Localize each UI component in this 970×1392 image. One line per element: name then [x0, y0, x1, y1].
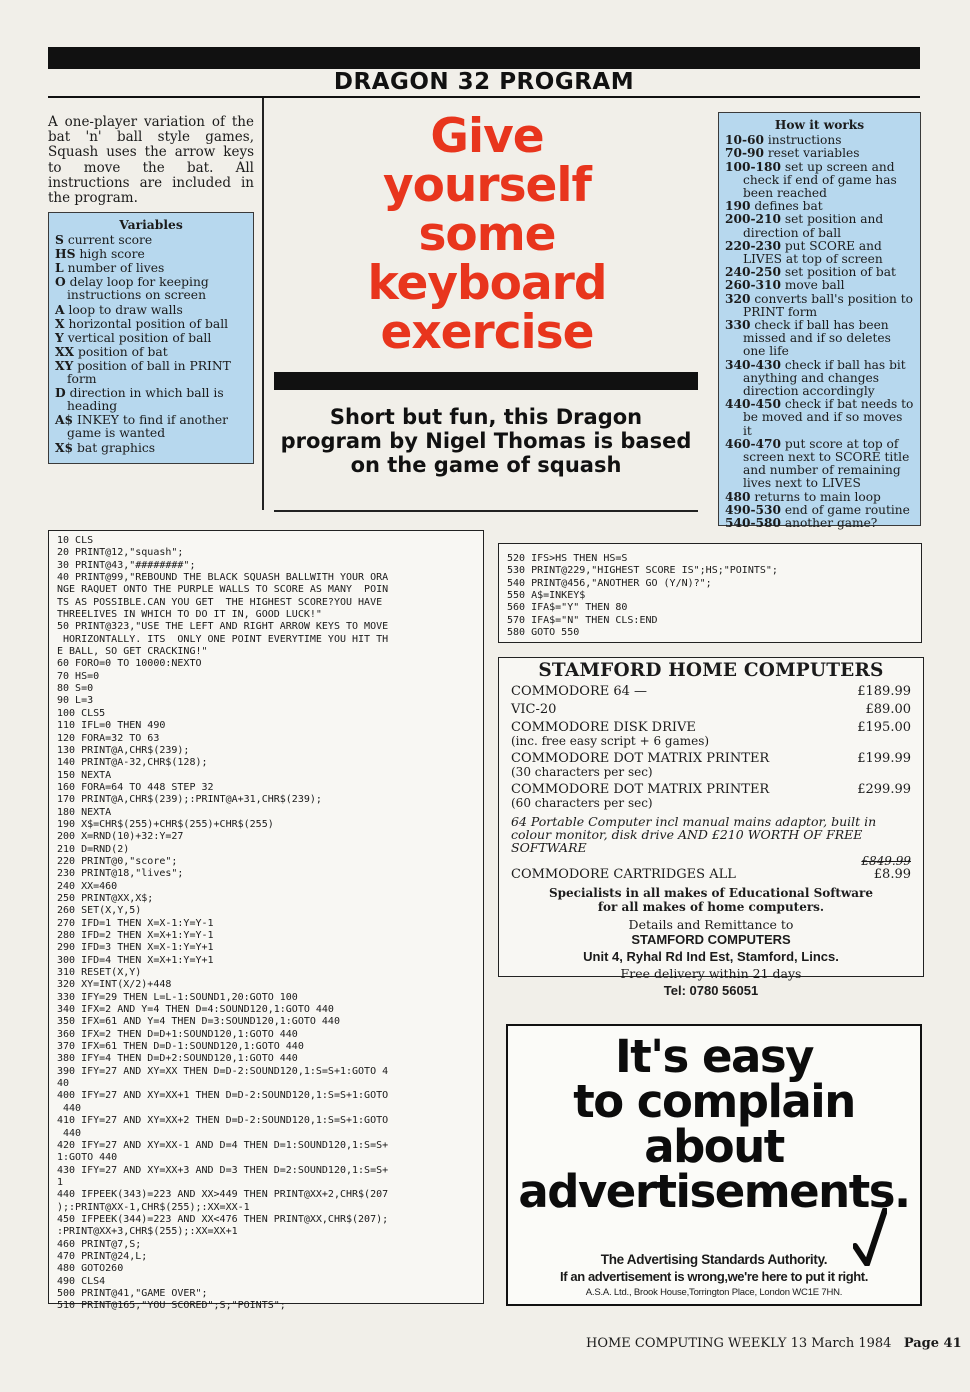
how-it-works-row: [725, 293, 914, 319]
variable-desc: loop to draw walls: [68, 302, 183, 317]
variable-row: [55, 275, 247, 302]
how-it-works-list: [725, 134, 914, 530]
subheadline: Short but fun, this Dragon program by Nigel Thomas is based on the game of squash: [280, 405, 692, 477]
how-it-works-key: 200-210: [725, 212, 781, 227]
product-name: COMMODORE DOT MATRIX PRINTER: [511, 782, 770, 797]
variable-desc: number of lives: [67, 261, 165, 276]
advert-title: STAMFORD HOME COMPUTERS: [538, 660, 884, 681]
variable-row: [55, 386, 247, 413]
variable-key: XY: [55, 357, 74, 373]
variable-desc: position of bat: [78, 344, 168, 359]
how-it-works-key: 490-530: [725, 502, 781, 517]
product-price: £195.00: [857, 720, 911, 735]
column-divider: [262, 98, 264, 510]
variable-desc: current score: [67, 233, 153, 248]
headline: [282, 109, 692, 360]
code-text: 10 CLS 20 PRINT@12,"squash"; 30 PRINT@43,"########"; 40 PRINT@99,"REBOUND THE BLACK SQUASH BALLWITH YOUR ORA NGE RAQUET ONTO THE PURPLE WALLS TO SCORE AS MANY POIN TS AS POSSIBLE.CAN YOU GET THE HIGHEST SCORE?YOU HAVE THREELIVES IN WHICH TO DO IT IN, GOOD LUCK!" 50 PRINT@323,"USE THE LEFT AND RIGHT ARROW KEYS TO MOVE HORIZONTALLY. ITS ONLY ONE POINT EVERYTIME YOU HIT TH E BALL, SO GET CRACKING!" 60 FORO=0 TO 10000:NEXTO 70 HS=0 80 S=0 90 L=3 100 CLS5 110 IFL=0 THEN 490 120 FORA=32 TO 63 130 PRINT@A,CHR$(239); 140 PRINT@A-32,CHR$(128); 150 NEXTA 160 FORA=64 TO 448 STEP 32 170 PRINT@A,CHR$(239);:PRINT@A+31,CHR$(239); 180 NEXTA 190 X$=CHR$(255)+CHR$(255)+CHR$(255) 200 X=RND(10)+32:Y=27 210 D=RND(2) 220 PRINT@0,"score"; 230 PRINT@18,"lives"; 240 XX=460 250 PRINT@XX,X$; 260 SET(X,Y,5) 270 IFD=1 THEN X=X-1:Y=Y-1 280 IFD=2 THEN X=X+1:Y=Y-1 290 IFD=3 THEN X=X-1:Y=Y+1 300 IFD=4 THEN X=X+1:Y=Y+1 310 RESET(X,Y) 320 XY=INT(X/2)+448 330 IFY=29 THEN L=L-1:SOUND1,20:GOTO 100 340 IFX=2 AND Y=4 THEN D=4:SOUND120,1:GOTO 440 350 IFX=61 AND Y=4 THEN D=3:SOUND120,1:GOTO 440 360 IFX=2 THEN D=D+1:SOUND120,1:GOTO 440 370 IFX=61 THEN D=D-1:SOUND120,1:GOTO 440 380 IFY=4 THEN D=D+2:SOUND120,1:GOTO 440 390 IFY=27 AND XY=XX THEN D=D-2:SOUND120,1:S=S+1:GOTO 4 40 400 IFY=27 AND XY=XX+1 THEN D=D-2:SOUND120,1:S=S+1:GOTO 440 410 IFY=27 AND XY=XX+2 THEN D=D-2:SOUND120,1:S=S+1:GOTO 440 420 IFY=27 AND XY=XX-1 AND D=4 THEN D=1:SOUND120,1:S=S+ 1:GOTO 440 430 IFY=27 AND XY=XX+3 AND D=3 THEN D=2:SOUND120,1:S=S+ 1 440 IFPEEK(343)=223 AND XX>449 THEN PRINT@XX+2,CHR$(207 );:PRINT@XX-1,CHR$(255);:XX=XX-1 450 IFPEEK(344)=223 AND XX<476 THEN PRINT@XX,CHR$(207); :PRINT@XX+3,CHR$(255);:XX=XX+1 460 PRINT@7,S; 470 PRINT@24,L; 480 GOTO260 490 CLS4 500 PRINT@41,"GAME OVER"; 510 PRINT@165,"YOU SCORED";S;"POINTS";: [57, 535, 389, 1312]
product-row: [511, 721, 911, 735]
specialists-line: Specialists in all makes of Educational Software: [548, 886, 874, 900]
how-it-works-key: 100-180: [725, 159, 781, 174]
program-listing-main: [48, 530, 484, 1312]
variable-key: A$: [55, 412, 74, 428]
company-address: Unit 4, Ryhal Rd Ind Est, Stamford, Lincs.: [583, 949, 839, 964]
how-it-works-key: 540-580: [725, 516, 781, 531]
how-it-works-desc: reset variables: [767, 146, 860, 161]
how-it-works-key: 440-450: [725, 397, 781, 412]
offer-price: £849.99: [861, 854, 911, 868]
how-it-works-row: [725, 438, 914, 491]
headline-line: Give: [430, 109, 544, 164]
page-footer: [586, 1336, 962, 1351]
variable-key: L: [55, 260, 64, 276]
variables-box: [48, 212, 254, 464]
how-it-works-key: 190: [725, 199, 751, 214]
product-price: £189.99: [857, 684, 911, 699]
variable-row: [55, 331, 247, 345]
variable-key: HS: [55, 246, 76, 262]
variable-desc: direction in which ball is heading: [67, 386, 224, 414]
variable-desc: INKEY to find if another game is wanted: [67, 413, 229, 441]
variable-key: S: [55, 232, 64, 248]
product-note: (inc. free easy script + 6 games): [511, 734, 710, 748]
how-it-works-desc: set position and direction of ball: [743, 212, 884, 240]
how-it-works-key: 480: [725, 489, 751, 504]
variable-row: [55, 345, 247, 359]
how-it-works-desc: check if ball has been missed and if so deletes one life: [743, 318, 891, 359]
telephone: Tel: 0780 56051: [663, 983, 759, 998]
headline-line: exercise: [380, 305, 594, 360]
how-it-works-desc: set up screen and check if end of game has been reached: [743, 159, 897, 201]
product-name: COMMODORE DISK DRIVE: [511, 720, 696, 735]
variable-key: Y: [55, 329, 64, 345]
how-it-works-key: 320: [725, 291, 751, 306]
how-it-works-desc: returns to main loop: [754, 489, 881, 504]
variable-row: [55, 413, 247, 440]
variable-row: [55, 359, 247, 386]
title-rule: [48, 96, 920, 98]
variable-row: [55, 247, 247, 261]
how-it-works-desc: set position of bat: [784, 265, 896, 280]
headline-line: some: [418, 207, 556, 262]
how-it-works-row: [725, 398, 914, 438]
product-name: VIC-20: [511, 702, 557, 717]
asa-headline-line: about: [644, 1120, 784, 1173]
variable-key: O: [55, 274, 66, 290]
how-it-works-row: [725, 517, 914, 530]
headline-bar: [274, 372, 698, 390]
how-it-works-row: [725, 319, 914, 359]
how-it-works-desc: instructions: [767, 133, 842, 148]
how-it-works-key: 240-250: [725, 265, 781, 280]
variable-row: [55, 233, 247, 247]
how-it-works-key: 460-470: [725, 436, 781, 451]
intro-paragraph: A one-player variation of the bat 'n' ball style games, Squash uses the arrow keys to move the bat. All instructions are included in the program.: [48, 114, 254, 207]
asa-headline-line: advertisements.: [518, 1165, 910, 1218]
product-row: [511, 752, 911, 766]
stamford-advert: [498, 657, 924, 998]
how-it-works-row: [725, 213, 914, 239]
variable-key: D: [55, 385, 66, 401]
how-it-works-desc: end of game routine: [784, 502, 910, 517]
product-row: [511, 685, 911, 699]
delivery-line: Free delivery within 21 days: [620, 966, 802, 981]
product-price: £199.99: [857, 751, 911, 766]
product-row: [511, 868, 911, 882]
subhead-rule: [274, 510, 698, 512]
asa-headline: [508, 1030, 920, 1218]
asa-address: A.S.A. Ltd., Brook House,Torrington Place, London WC1E 7HN.: [585, 1287, 843, 1298]
asa-headline-line: to complain: [573, 1075, 855, 1128]
variable-key: X$: [55, 439, 74, 455]
variables-title: Variables: [119, 217, 183, 232]
product-price: £89.00: [865, 702, 911, 717]
product-row: [511, 703, 911, 717]
how-it-works-title: How it works: [774, 118, 865, 132]
how-it-works-box: [718, 112, 921, 531]
header-bar: [48, 47, 920, 69]
portable-offer: 64 Portable Computer incl manual mains adaptor, built in colour monitor, disk drive AND £210 WORTH OF FREE SOFTWARE: [511, 814, 877, 855]
variable-row: [55, 441, 247, 455]
variable-key: XX: [55, 343, 75, 359]
variable-row: [55, 303, 247, 317]
how-it-works-key: 330: [725, 318, 751, 333]
product-note: (60 characters per sec): [511, 796, 653, 810]
product-note: (30 characters per sec): [511, 765, 653, 779]
details-line: Details and Remittance to: [628, 917, 794, 932]
product-name: COMMODORE DOT MATRIX PRINTER: [511, 751, 770, 766]
variable-row: [55, 261, 247, 275]
how-it-works-key: 220-230: [725, 238, 781, 253]
how-it-works-key: 260-310: [725, 278, 781, 293]
how-it-works-desc: converts ball's position to PRINT form: [743, 291, 914, 319]
variable-key: A: [55, 301, 65, 317]
variable-key: X: [55, 315, 65, 331]
product-price: £8.99: [873, 867, 911, 882]
specialists-line: for all makes of home computers.: [597, 900, 825, 914]
variable-row: [55, 317, 247, 331]
variables-list: [55, 233, 247, 455]
page-number: Page 41: [903, 1336, 962, 1351]
asa-tagline: If an advertisement is wrong,we're here to put it right.: [560, 1269, 868, 1284]
how-it-works-key: 70-90: [725, 146, 764, 161]
code-text: 520 IFS>HS THEN HS=S 530 PRINT@229,"HIGHEST SCORE IS";HS;"POINTS"; 540 PRINT@456,"ANOTHER GO (Y/N)?"; 550 A$=INKEY$ 560 IFA$="Y" THEN 80 570 IFA$="N" THEN CLS:END 580 GOTO 550: [507, 553, 778, 639]
how-it-works-row: [725, 240, 914, 266]
variable-desc: position of ball in PRINT form: [67, 358, 231, 387]
variable-desc: delay loop for keeping instructions on screen: [67, 275, 209, 303]
company-name: STAMFORD COMPUTERS: [631, 932, 791, 947]
variable-desc: high score: [79, 247, 145, 262]
how-it-works-key: 10-60: [725, 133, 764, 148]
variable-desc: horizontal position of ball: [68, 316, 229, 331]
asa-advert: [506, 1024, 922, 1306]
headline-line: keyboard: [367, 256, 607, 311]
variable-desc: vertical position of ball: [67, 330, 212, 345]
how-it-works-desc: check if bat needs to be moved and if so moves it: [743, 397, 914, 438]
how-it-works-row: [725, 161, 914, 201]
how-it-works-desc: put SCORE and LIVES at top of screen: [743, 238, 883, 267]
variable-desc: bat graphics: [77, 440, 156, 455]
asa-authority: The Advertising Standards Authority.: [600, 1252, 828, 1267]
product-price: £299.99: [857, 782, 911, 797]
program-listing-continued: [498, 543, 922, 643]
how-it-works-desc: defines bat: [754, 199, 823, 214]
how-it-works-row: [725, 359, 914, 399]
asa-headline-line: It's easy: [615, 1030, 813, 1083]
product-list: [511, 685, 911, 810]
headline-line: yourself: [383, 158, 591, 213]
how-it-works-desc: move ball: [784, 278, 845, 293]
how-it-works-key: 340-430: [725, 357, 781, 372]
product-row: [511, 783, 911, 797]
product-name: COMMODORE CARTRIDGES ALL: [511, 867, 736, 882]
product-name: COMMODORE 64 —: [511, 684, 648, 699]
how-it-works-desc: put score at top of screen next to SCORE title and number of remaining lives next to LIVES: [743, 436, 910, 491]
publication-line: HOME COMPUTING WEEKLY 13 March 1984: [586, 1336, 892, 1351]
section-title: DRAGON 32 PROGRAM: [333, 69, 635, 95]
how-it-works-desc: another game?: [784, 516, 878, 531]
how-it-works-desc: check if ball has bit anything and changes direction accordingly: [743, 357, 906, 399]
